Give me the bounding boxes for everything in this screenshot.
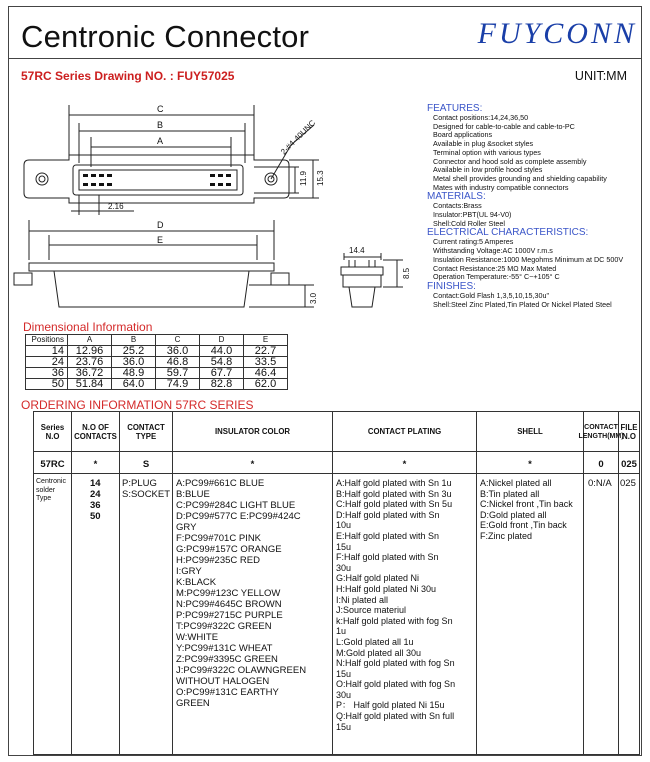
list-item: C:Nickel front ,Tin back xyxy=(480,499,573,510)
list-item: C:Half gold plated with Sn 5u xyxy=(336,499,453,510)
code-plating: * xyxy=(402,459,407,470)
dimensions-table xyxy=(25,334,288,390)
dim-label-h3: 8.5 xyxy=(402,267,411,279)
feature-item: Board applications xyxy=(433,130,493,140)
dim-label-w2: 14.4 xyxy=(349,246,365,255)
code-shell: * xyxy=(528,459,532,470)
list-item: P:PLUG xyxy=(122,478,157,489)
list-item: D:Half gold plated with Sn xyxy=(336,509,440,520)
table-cell: 44.0 xyxy=(200,346,244,357)
electrical-item: Withstanding Voltage:AC 1000V r.m.s xyxy=(433,246,553,256)
table-cell: 48.9 xyxy=(112,368,156,379)
dimensional-info-title: Dimensional Information xyxy=(23,320,153,334)
list-item: 36 xyxy=(90,500,101,511)
table-cell: 14 xyxy=(26,346,68,357)
header-type: CONTACT TYPE xyxy=(120,412,172,452)
table-cell: 33.5 xyxy=(244,357,288,368)
material-item: Shell:Cold Roller Steel xyxy=(433,218,505,228)
table-cell: 46.8 xyxy=(156,357,200,368)
list-item: H:Half gold plated Ni 30u xyxy=(336,583,437,594)
dim-label-d: D xyxy=(157,220,164,230)
features-heading: FEATURES: xyxy=(427,103,483,114)
table-row xyxy=(26,379,288,390)
dim-label-h4: 3.0 xyxy=(309,292,318,304)
list-item: 30u xyxy=(336,562,352,573)
list-item: 10u xyxy=(336,520,352,531)
finish-item: Contact:Gold Flash 1,3,5,10,15,30u" xyxy=(433,290,550,300)
finish-item: Shell:Steel Zinc Plated,Tin Plated Or Nickel Plated Steel xyxy=(433,299,612,309)
list-item: T:PC99#322C GREEN xyxy=(176,621,272,632)
code-contacts: * xyxy=(93,459,98,470)
table-cell: 36.0 xyxy=(156,346,200,357)
series-drawing-number: 57RC Series Drawing NO. : FUY57025 xyxy=(21,69,235,83)
dim-label-c: C xyxy=(157,104,164,114)
code-series: 57RC xyxy=(40,459,65,470)
feature-item: Contact positions:14,24,36,50 xyxy=(433,113,529,122)
plating-values xyxy=(336,478,455,732)
table-cell: 51.84 xyxy=(68,379,112,390)
table-cell: 59.7 xyxy=(156,368,200,379)
list-item: P： Half gold plated Ni 15u xyxy=(336,700,445,711)
table-header-cell: D xyxy=(200,335,244,346)
material-item: Contacts:Brass xyxy=(433,201,482,211)
ordering-table xyxy=(33,411,640,755)
table-cell: 24 xyxy=(26,357,68,368)
list-item: D:PC99#577C E:PC99#424C xyxy=(176,511,301,522)
dim-label-b: B xyxy=(157,120,164,130)
list-item: E:Half gold plated with Sn xyxy=(336,530,440,541)
list-item: J:Source materiul xyxy=(336,605,407,616)
feature-item: Mates with industry compatible connectors xyxy=(433,182,569,192)
contact-values xyxy=(90,478,101,522)
table-cell: 22.7 xyxy=(244,346,288,357)
insulator-values xyxy=(176,478,306,709)
list-item: Y:PC99#131C WHEAT xyxy=(176,643,273,654)
table-cell: 62.0 xyxy=(244,379,288,390)
dim-label-a: A xyxy=(157,136,164,146)
list-item: G:Half gold plated Ni xyxy=(336,573,420,584)
list-item: 15u xyxy=(336,721,352,732)
shell-values xyxy=(480,478,573,542)
code-type: S xyxy=(142,459,150,470)
electrical-item: Contact Resistance:25 MΩ Max Mated xyxy=(433,263,557,273)
header-contacts: N.O OF CONTACTS xyxy=(72,412,119,452)
list-item: 1u xyxy=(336,626,347,637)
features-panel xyxy=(427,104,641,309)
list-item: C:PC99#284C LIGHT BLUE xyxy=(176,500,296,511)
code-insulator: * xyxy=(250,459,255,470)
column-contacts xyxy=(72,412,120,754)
table-header-cell: C xyxy=(156,335,200,346)
code-file: 025 xyxy=(621,459,637,470)
list-item: F:Zinc plated xyxy=(480,530,533,541)
list-item: B:Half gold plated with Sn 3u xyxy=(336,488,452,499)
header-file: FILE N.O xyxy=(619,412,639,452)
list-item: J:PC99#322C OLAWNGREEN xyxy=(176,665,307,676)
document-frame xyxy=(8,6,642,756)
feature-item: Available in low profile hood styles xyxy=(433,165,543,175)
brand-logo: FUYCONN xyxy=(477,17,637,50)
table-row xyxy=(26,346,288,357)
table-cell: 50 xyxy=(26,379,68,390)
list-item: k:Half gold plated with fog Sn xyxy=(336,615,453,626)
table-header-cell: A xyxy=(68,335,112,346)
list-item: GRY xyxy=(176,522,197,533)
list-item: A:Nickel plated all xyxy=(480,478,552,488)
table-row xyxy=(26,368,288,379)
header-insulator: INSULATOR COLOR xyxy=(173,412,332,452)
list-item: I:GRY xyxy=(176,566,202,577)
table-cell: 46.4 xyxy=(244,368,288,379)
table-row xyxy=(26,357,288,368)
feature-item: Designed for cable-to-cable and cable-to-PC xyxy=(433,121,575,131)
table-header-cell: E xyxy=(244,335,288,346)
electrical-item: Current rating:5 Amperes xyxy=(433,237,514,247)
list-item: M:PC99#123C YELLOW xyxy=(176,588,281,599)
electrical-item: Insulation Resistance:1000 Megohms Minimum at DC 500V xyxy=(433,254,624,264)
list-item: WITHOUT HALOGEN xyxy=(176,676,270,687)
list-item: Type xyxy=(36,495,52,502)
table-cell: 67.7 xyxy=(200,368,244,379)
type-values xyxy=(122,478,170,500)
list-item: solder xyxy=(36,486,56,494)
list-item: B:Tin plated all xyxy=(480,488,540,499)
list-item: O:Half gold plated with fog Sn xyxy=(336,679,456,690)
column-series xyxy=(34,412,72,754)
code-length: 0 xyxy=(598,459,604,470)
list-item: 025 xyxy=(620,478,636,489)
table-cell: 54.8 xyxy=(200,357,244,368)
table-cell: 12.96 xyxy=(68,346,112,357)
list-item: L:Gold plated all 1u xyxy=(336,636,414,647)
list-item: P:PC99#2715C PURPLE xyxy=(176,610,283,621)
table-cell: 64.0 xyxy=(112,379,156,390)
technical-drawing xyxy=(9,85,419,325)
list-item: Q:Half gold plated with Sn full xyxy=(336,711,455,722)
dim-label-thread: 2-#4-40UNC xyxy=(279,118,318,157)
column-file xyxy=(619,412,639,754)
list-item: 50 xyxy=(90,511,101,522)
list-item: G:PC99#157C ORANGE xyxy=(176,544,282,555)
feature-item: Metal shell provides grounding and shielding capability xyxy=(433,173,607,183)
list-item: F:PC99#701C PINK xyxy=(176,533,262,544)
unit-label: UNIT:MM xyxy=(574,69,627,83)
page-title: Centronic Connector xyxy=(21,19,310,54)
ordering-info-title: ORDERING INFORMATION 57RC SERIES xyxy=(21,398,254,412)
list-item: 24 xyxy=(90,489,101,500)
header-plating: CONTACT PLATING xyxy=(333,412,476,452)
list-item: K:BLACK xyxy=(176,577,217,588)
table-cell: 82.8 xyxy=(200,379,244,390)
list-item: 30u xyxy=(336,689,352,700)
file-values xyxy=(620,478,636,489)
list-item: W:WHITE xyxy=(176,632,219,643)
dim-label-h2: 15.3 xyxy=(316,170,325,186)
feature-item: Connector and hood sold as complete assembly xyxy=(433,156,587,166)
list-item: 15u xyxy=(336,541,352,552)
header-series: Series N.O xyxy=(34,412,71,452)
list-item: B:BLUE xyxy=(176,489,210,500)
table-cell: 36.72 xyxy=(68,368,112,379)
header xyxy=(9,7,641,59)
table-cell: 36.0 xyxy=(112,357,156,368)
dim-label-w1: 2.16 xyxy=(108,202,124,211)
finishes-heading: FINISHES: xyxy=(427,280,476,292)
list-item: N:PC99#4645C BROWN xyxy=(176,599,282,610)
header-shell: SHELL xyxy=(477,412,583,452)
list-item: A:Half gold plated with Sn 1u xyxy=(336,478,452,488)
list-item: Centronic xyxy=(36,478,66,485)
table-header-row xyxy=(26,335,288,346)
material-item: Insulator:PBT(UL 94-V0) xyxy=(433,210,512,220)
list-item: D:Gold plated all xyxy=(480,509,547,520)
list-item: S:SOCKET xyxy=(122,489,171,500)
list-item: 15u xyxy=(336,668,352,679)
length-values xyxy=(588,478,612,489)
electrical-heading: ELECTRICAL CHARACTERISTICS: xyxy=(427,227,589,239)
feature-item: Terminal option with various types xyxy=(433,147,541,157)
column-plating xyxy=(333,412,477,754)
column-length xyxy=(578,412,624,754)
table-cell: 74.9 xyxy=(156,379,200,390)
series-description xyxy=(36,478,66,504)
list-item: GREEN xyxy=(176,698,210,709)
list-item: 0:N/A xyxy=(588,478,612,489)
column-type xyxy=(120,412,173,754)
dim-label-h1: 11.9 xyxy=(299,171,308,186)
table-cell: 23.76 xyxy=(68,357,112,368)
table-cell: 36 xyxy=(26,368,68,379)
list-item: M:Gold plated all 30u xyxy=(336,647,422,658)
list-item: F:Half gold plated with Sn xyxy=(336,552,439,563)
list-item: Z:PC99#3395C GREEN xyxy=(176,654,278,665)
materials-heading: MATERIALS: xyxy=(427,191,486,203)
list-item: N:Half gold plated with fog Sn xyxy=(336,658,455,669)
table-cell: 25.2 xyxy=(112,346,156,357)
list-item: O:PC99#131C EARTHY xyxy=(176,687,279,698)
table-header-cell: B xyxy=(112,335,156,346)
dim-label-e: E xyxy=(157,235,164,245)
feature-item: Available in plug &socket styles xyxy=(433,139,534,149)
header-length: CONTACT LENGTH(MM) xyxy=(584,412,618,452)
list-item: I:Ni plated all xyxy=(336,594,389,605)
electrical-item: Operation Temperature:-55° C~+105° C xyxy=(433,272,560,282)
column-insulator xyxy=(173,412,333,754)
list-item: E:Gold front ,Tin back xyxy=(480,520,567,531)
table-header-cell: Positions xyxy=(26,335,68,346)
list-item: A:PC99#661C BLUE xyxy=(176,478,265,489)
list-item: 14 xyxy=(90,478,101,489)
list-item: H:PC99#235C RED xyxy=(176,555,260,566)
column-shell xyxy=(477,412,584,754)
